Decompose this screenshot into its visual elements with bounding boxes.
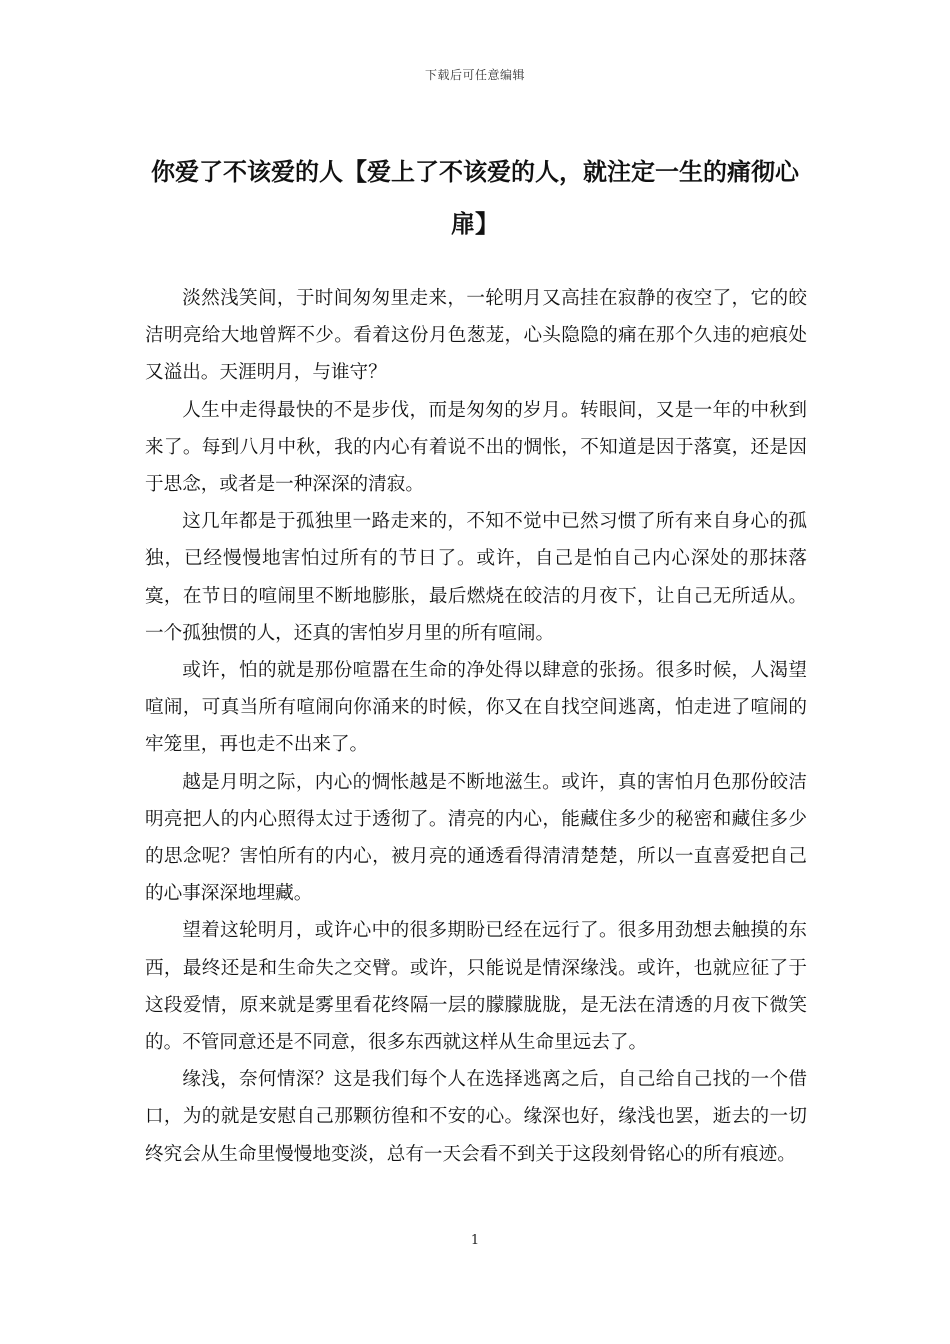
header-note: 下载后可任意编辑 bbox=[424, 68, 525, 82]
paragraph: 越是月明之际，内心的惆怅越是不断地滋生。或许，真的害怕月色那份皎洁明亮把人的内心照得太过于透彻了。清亮的内心，能藏住多少的秘密和藏住多少的思念呢？害怕所有的内心，被月亮的通透看得清清楚楚，所以一直喜爱把自己的心事深深地埋藏。 bbox=[145, 771, 807, 905]
document-title: 你爱了不该爱的人【爱上了不该爱的人，就注定一生的痛彻心扉】 bbox=[151, 158, 799, 238]
paragraph: 望着这轮明月，或许心中的很多期盼已经在远行了。很多用劲想去触摸的东西，最终还是和生命失之交臂。或许，只能说是情深缘浅。或许，也就应征了于这段爱情，原来就是雾里看花终隔一层的朦朦胧胧，是无法在清透的月夜下微笑的。不管同意还是不同意，很多东西就这样从生命里远去了。 bbox=[145, 920, 807, 1054]
paragraph: 缘浅，奈何情深？这是我们每个人在选择逃离之后，自己给自己找的一个借口，为的就是安慰自己那颗彷徨和不安的心。缘深也好，缘浅也罢，逝去的一切终究会从生命里慢慢地变淡，总有一天会看不到关于这段刻骨铭心的所有痕迹。 bbox=[145, 1069, 807, 1165]
paragraph: 或许，怕的就是那份喧嚣在生命的净处得以肆意的张扬。很多时候，人渴望喧闹，可真当所有喧闹向你涌来的时候，你又在自找空间逃离，怕走进了喧闹的牢笼里，再也走不出来了。 bbox=[145, 660, 807, 756]
page-number: 1 bbox=[470, 1233, 480, 1248]
document-body bbox=[145, 280, 807, 1173]
paragraph: 淡然浅笑间，于时间匆匆里走来，一轮明月又高挂在寂静的夜空了，它的皎洁明亮给大地曾辉不少。看着这份月色葱茏，心头隐隐的痛在那个久违的疤痕处又溢出。天涯明月，与谁守？ bbox=[145, 288, 807, 384]
paragraph: 这几年都是于孤独里一路走来的，不知不觉中已然习惯了所有来自身心的孤独，已经慢慢地害怕过所有的节日了。或许，自己是怕自己内心深处的那抹落寞，在节日的喧闹里不断地膨胀，最后燃烧在皎洁的月夜下，让自己无所适从。一个孤独惯的人，还真的害怕岁月里的所有喧闹。 bbox=[145, 511, 807, 644]
paragraph: 人生中走得最快的不是步伐，而是匆匆的岁月。转眼间，又是一年的中秋到来了。每到八月中秋，我的内心有着说不出的惆怅，不知道是因于落寞，还是因于思念，或者是一种深深的清寂。 bbox=[145, 399, 807, 496]
